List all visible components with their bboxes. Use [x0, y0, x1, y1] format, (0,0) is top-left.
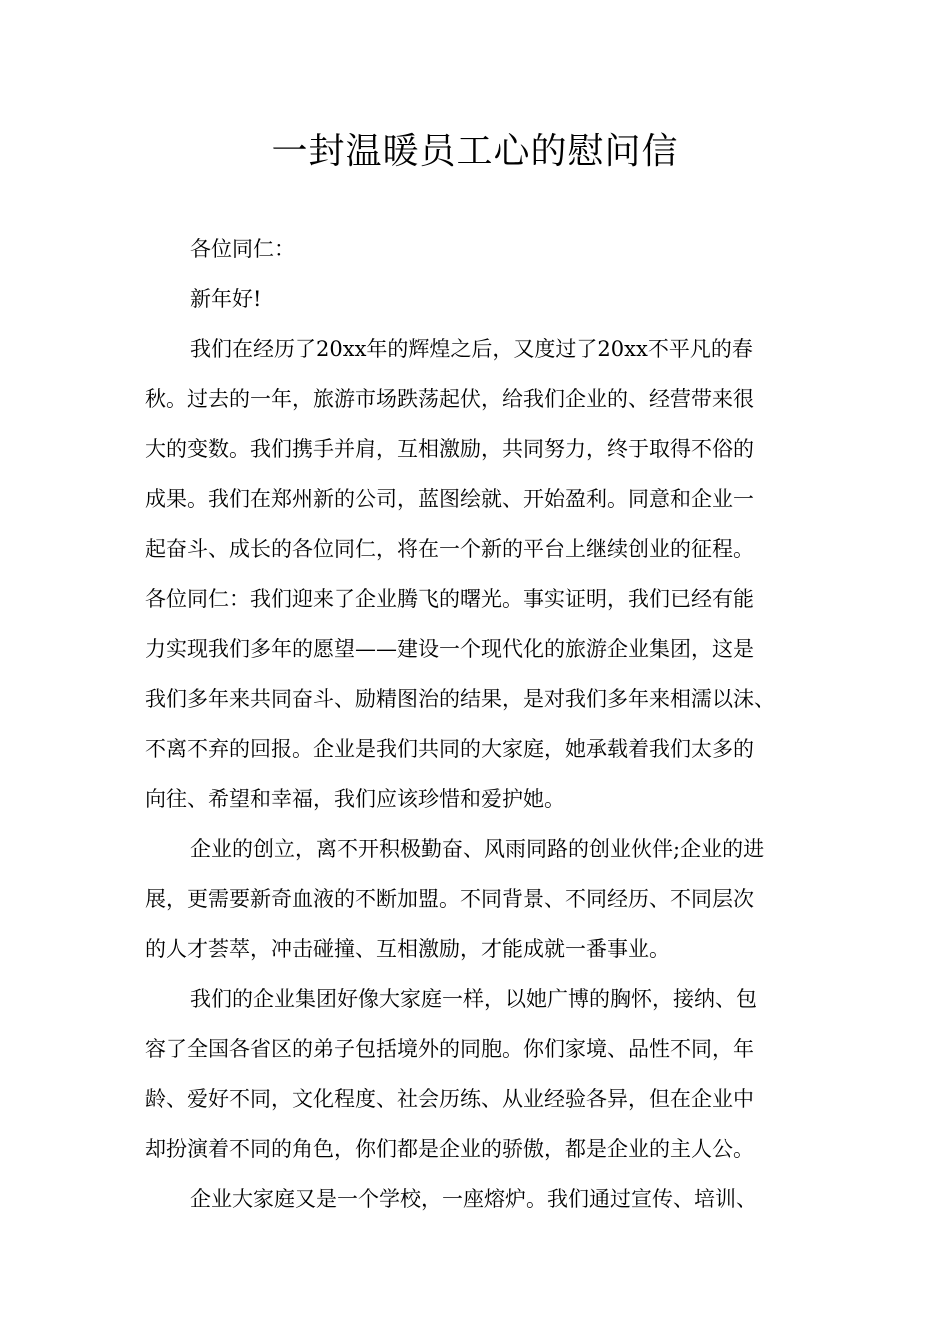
- text-line: 我们多年来共同奋斗、励精图治的结果，是对我们多年来相濡以沫、: [145, 687, 775, 711]
- text-line: 不离不弃的回报。企业是我们共同的大家庭，她承载着我们太多的: [145, 737, 754, 761]
- text-line: 我们在经历了20xx年的辉煌之后，又度过了20xx不平凡的春: [190, 337, 753, 361]
- text-line: 却扮演着不同的角色，你们都是企业的骄傲，都是企业的主人公。: [145, 1137, 754, 1161]
- salutation-line: 各位同仁：: [190, 237, 295, 261]
- text-line: 大的变数。我们携手并肩，互相激励，共同努力，终于取得不俗的: [145, 437, 754, 461]
- text-line: 企业大家庭又是一个学校，一座熔炉。我们通过宣传、培训、: [190, 1187, 757, 1211]
- text-line: 的人才荟萃，冲击碰撞、互相激励，才能成就一番事业。: [145, 937, 670, 961]
- greeting-line: 新年好!: [190, 287, 262, 311]
- text-line: 各位同仁：我们迎来了企业腾飞的曙光。事实证明，我们已经有能: [145, 587, 754, 611]
- text-line: 容了全国各省区的弟子包括境外的同胞。你们家境、品性不同，年: [145, 1037, 754, 1061]
- text-line: 秋。过去的一年，旅游市场跌荡起伏，给我们企业的、经营带来很: [145, 387, 754, 411]
- text-line: 龄、爱好不同，文化程度、社会历练、从业经验各异，但在企业中: [145, 1087, 754, 1111]
- text-line: 向往、希望和幸福，我们应该珍惜和爱护她。: [145, 787, 565, 811]
- text-line: 企业的创立，离不开积极勤奋、风雨同路的创业伙伴;企业的进: [190, 837, 765, 861]
- text-line: 我们的企业集团好像大家庭一样，以她广博的胸怀，接纳、包: [190, 987, 757, 1011]
- text-line: 力实现我们多年的愿望——建设一个现代化的旅游企业集团，这是: [145, 637, 754, 661]
- text-line: 展，更需要新奇血液的不断加盟。不同背景、不同经历、不同层次: [145, 887, 754, 911]
- document-title: 一封温暖员工心的慰问信: [271, 131, 679, 172]
- letter-body: [145, 224, 820, 1224]
- text-line: 成果。我们在郑州新的公司，蓝图绘就、开始盈利。同意和企业一: [145, 487, 754, 511]
- text-line: 起奋斗、成长的各位同仁，将在一个新的平台上继续创业的征程。: [145, 537, 754, 561]
